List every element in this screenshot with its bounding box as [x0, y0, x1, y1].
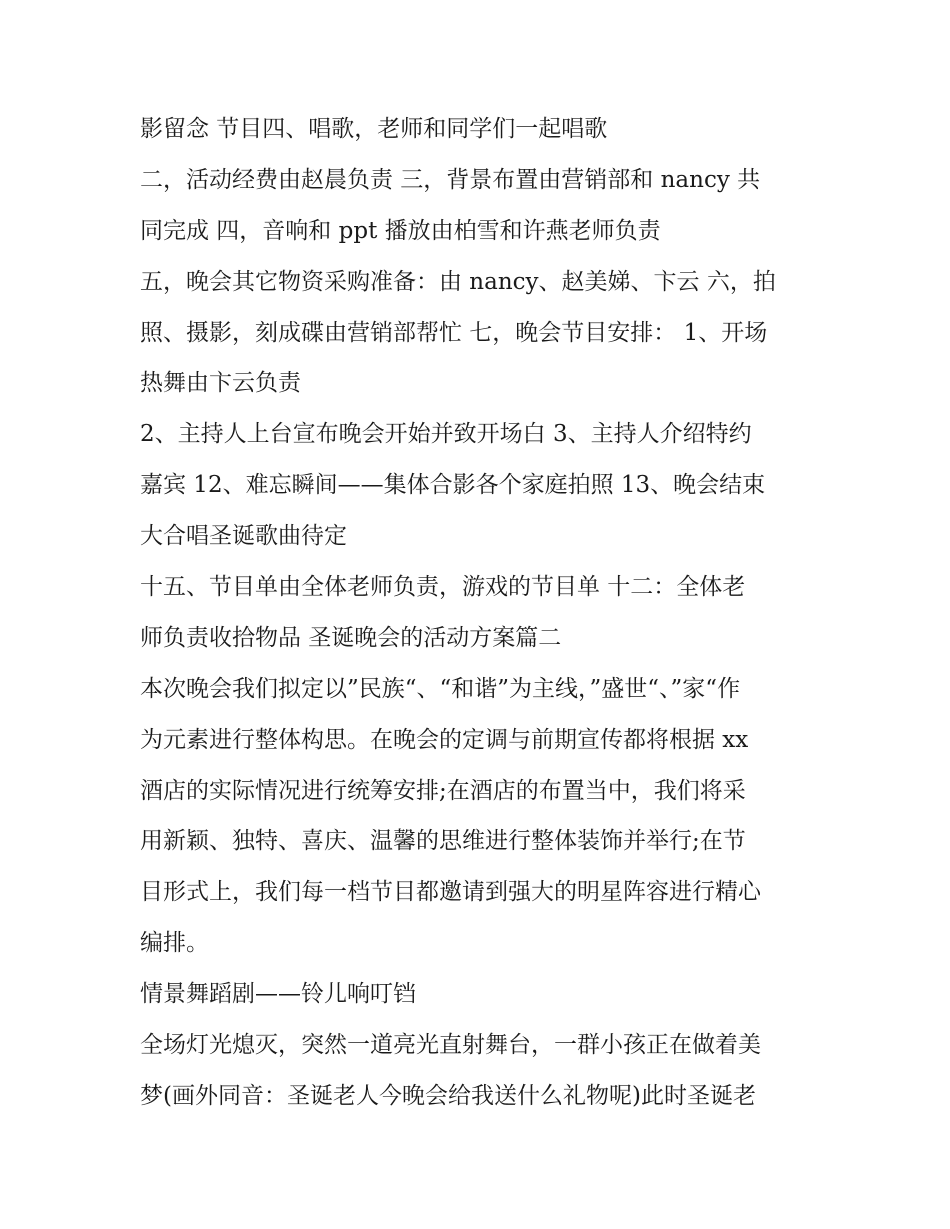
text-line: 十五、节目单由全体老师负责，游戏的节目单 十二：全体老 — [140, 574, 746, 601]
text-line: 热舞由卞云负责 — [140, 370, 301, 397]
text-line: 目形式上，我们每一档节目都邀请到强大的明星阵容进行精心 — [140, 879, 761, 906]
text-line: 二，活动经费由赵晨负责 三，背景布置由营销部和 nancy 共 — [140, 166, 761, 193]
text-line: 同完成 四，音响和 ppt 播放由柏雪和许燕老师负责 — [140, 217, 661, 244]
text-line: 本次晚会我们拟定以”民族“、“和谐”为主线，”盛世“、”家“作 — [140, 675, 741, 702]
text-line: 嘉宾 12、难忘瞬间——集体合影各个家庭拍照 13、晚会结束 — [140, 472, 766, 499]
text-line: 师负责收拾物品 圣诞晚会的活动方案篇二 — [140, 624, 562, 651]
text-line: 编排。 — [140, 930, 209, 957]
document-body — [140, 104, 820, 1122]
text-line: 照、摄影，刻成碟由营销部帮忙 七，晚会节目安排： 1、开场 — [140, 319, 768, 346]
text-line: 大合唱圣诞歌曲待定 — [140, 523, 347, 550]
text-line: 酒店的实际情况进行统筹安排;在酒店的布置当中，我们将采 — [140, 777, 746, 804]
text-line: 2、主持人上台宣布晚会开始并致开场白 3、主持人介绍特约 — [140, 421, 752, 448]
text-line: 五，晚会其它物资采购准备：由 nancy、赵美娣、卞云 六，拍 — [140, 268, 776, 295]
text-line: 梦(画外同音：圣诞老人今晚会给我送什么礼物呢)此时圣诞老 — [140, 1082, 756, 1109]
text-line: 为元素进行整体构思。在晚会的定调与前期宣传都将根据 xx — [140, 726, 749, 753]
text-line: 情景舞蹈剧——铃儿响叮铛 — [140, 981, 416, 1008]
text-line: 全场灯光熄灭，突然一道亮光直射舞台，一群小孩正在做着美 — [140, 1032, 761, 1059]
text-line: 用新颖、独特、喜庆、温馨的思维进行整体装饰并举行;在节 — [140, 828, 746, 855]
text-line: 影留念 节目四、唱歌，老师和同学们一起唱歌 — [140, 116, 608, 142]
